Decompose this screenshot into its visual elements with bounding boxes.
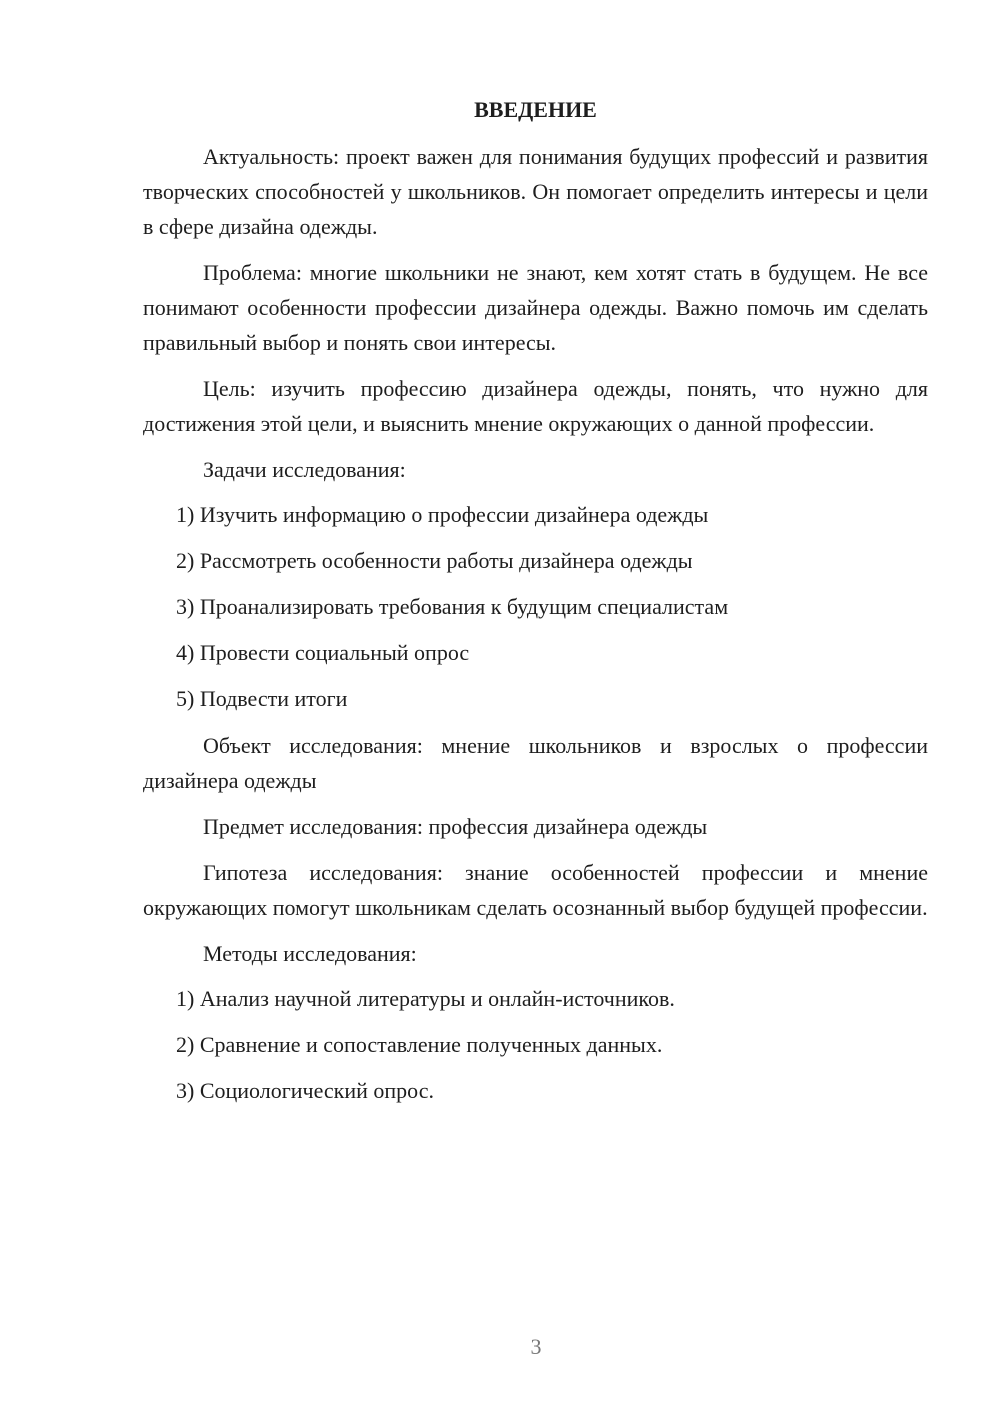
- method-item: 1) Анализ научной литературы и онлайн-источников.: [176, 986, 675, 1011]
- page-number: 3: [530, 1334, 542, 1359]
- tasks-title: Задачи исследования:: [203, 457, 406, 482]
- goal-paragraph: Цель: изучить профессию дизайнера одежды, понять, что нужно для достижения этой цели, и выяснить мнение окружающих о данной профессии.: [143, 376, 928, 436]
- method-item: 3) Социологический опрос.: [176, 1078, 434, 1103]
- methods-title: Методы исследования:: [203, 941, 417, 966]
- task-item: 5) Подвести итоги: [176, 686, 348, 711]
- object-paragraph: Объект исследования: мнение школьников и взрослых о профессии дизайнера одежды: [143, 733, 928, 793]
- hypothesis-paragraph: Гипотеза исследования: знание особенностей профессии и мнение окружающих помогут школьникам сделать осознанный выбор будущей профессии.: [143, 860, 928, 920]
- relevance-paragraph: Актуальность: проект важен для понимания будущих профессий и развития творческих способностей у школьников. Он помогает определить интересы и цели в сфере дизайна одежды.: [143, 144, 928, 239]
- page-title: ВВЕДЕНИЕ: [474, 97, 597, 122]
- task-item: 3) Проанализировать требования к будущим специалистам: [176, 594, 729, 619]
- problem-paragraph: Проблема: многие школьники не знают, кем хотят стать в будущем. Не все понимают особенности профессии дизайнера одежды. Важно помочь им сделать правильный выбор и понять свои интересы.: [143, 260, 928, 355]
- task-item: 4) Провести социальный опрос: [176, 640, 470, 665]
- method-item: 2) Сравнение и сопоставление полученных данных.: [176, 1032, 663, 1057]
- page-content: [143, 92, 928, 1109]
- subject-paragraph: Предмет исследования: профессия дизайнера одежды: [203, 814, 708, 839]
- task-item: 2) Рассмотреть особенности работы дизайнера одежды: [176, 548, 693, 573]
- task-item: 1) Изучить информацию о профессии дизайнера одежды: [176, 502, 709, 527]
